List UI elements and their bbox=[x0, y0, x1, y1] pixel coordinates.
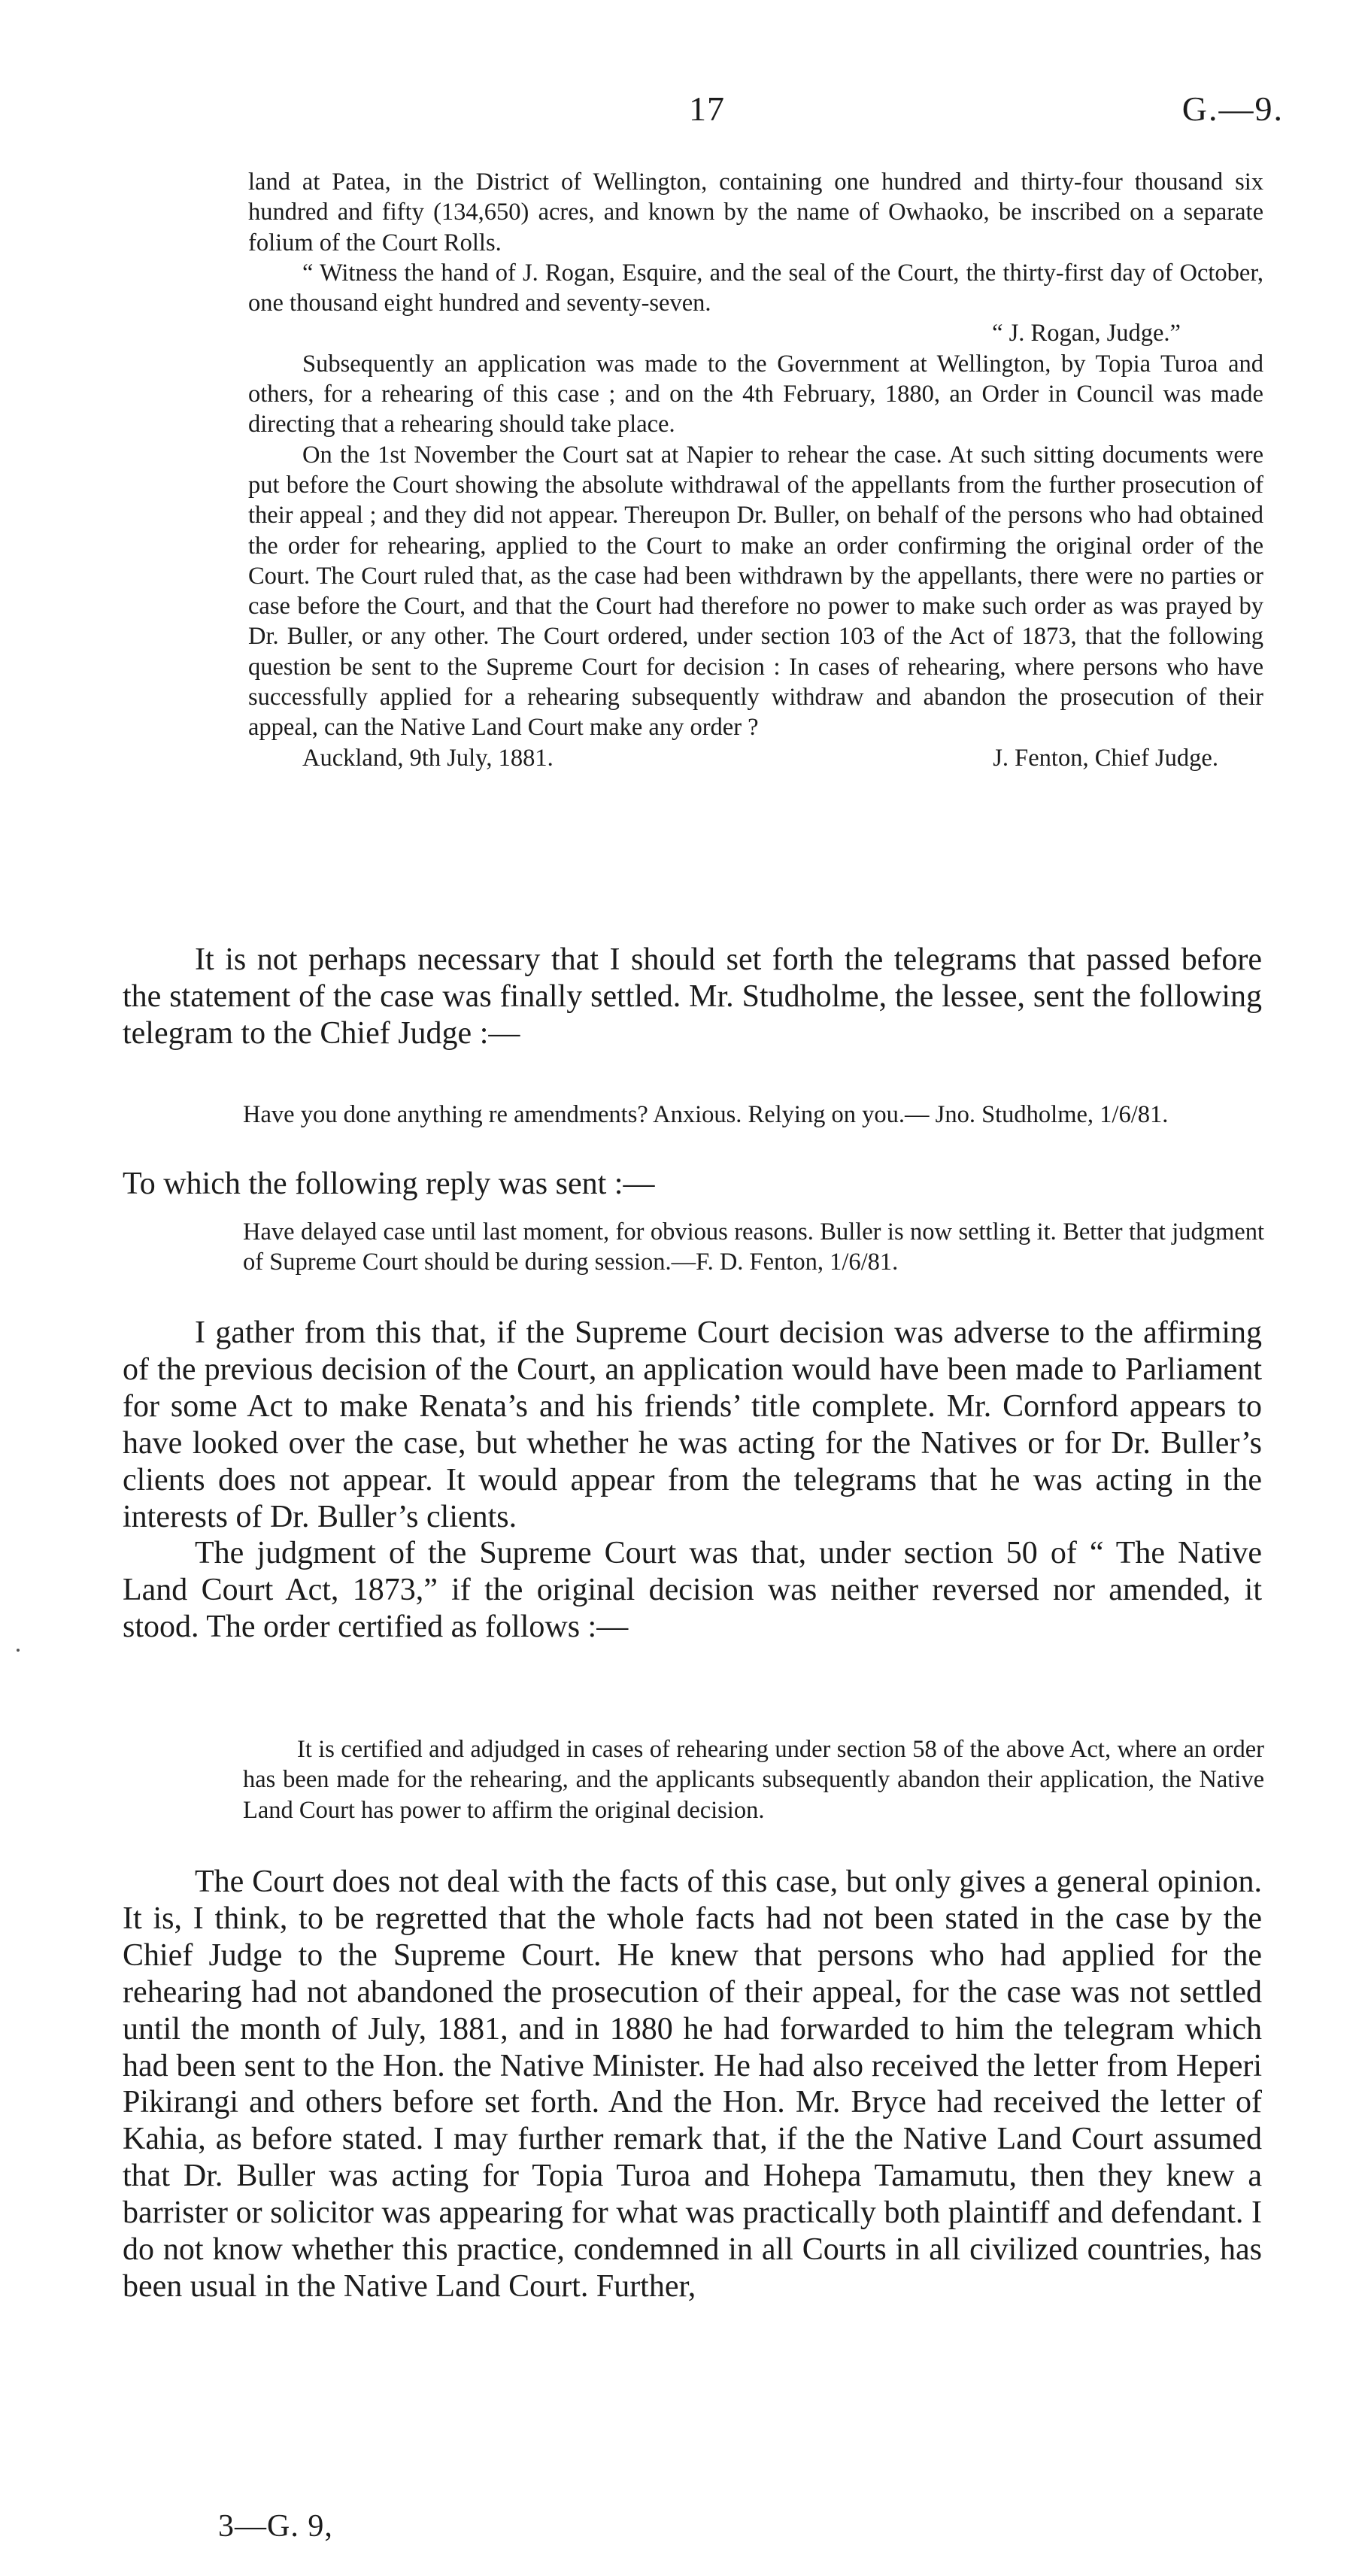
body-block-3 bbox=[123, 1315, 1262, 1646]
telegram-1-text: Have you done anything re amendments? Anxious. Relying on you.— Jno. Studholme, 1/6/81. bbox=[243, 1101, 1169, 1128]
statement-signature: “ J. Rogan, Judge.” bbox=[992, 320, 1181, 347]
body-paragraph-2: To which the following reply was sent :— bbox=[123, 1167, 655, 1201]
body-paragraph-1: It is not perhaps necessary that I should set forth the telegrams that passed before the statement of the case was finally settled. Mr. Studholme, the lessee, sent the following telegram to the Chief Judge :— bbox=[123, 942, 1262, 1051]
statement-paragraph-4: On the 1st November the Court sat at Napier to rehear the case. At such sitting documents were put before the Court showing the absolute withdrawal of the appellants from the further prosecution of their appeal ; and they did not appear. Thereupon Dr. Buller, on behalf of the persons who had obtained the order for rehearing, applied to the Court to make an order confirming the original order of the Court. The Court ruled that, as the case had been withdrawn by the appellants, there were no parties or case before the Court, and that the Court had therefore no power to make such order as was prayed by Dr. Buller, or any other. The Court ordered, under section 103 of the Act of 1873, that the following question be sent to the Supreme Court for decision : In cases of rehearing, where persons who have successfully applied for a rehearing subsequently withdraw and abandon the prosecution of their appeal, can the Native Land Court make any order ? bbox=[248, 441, 1263, 742]
body-paragraph-4: The judgment of the Supreme Court was that, under section 50 of “ The Native Land Court Act, 1873,” if the original decision was neither reversed nor amended, it stood. The order certified as follows :— bbox=[123, 1536, 1262, 1645]
body-paragraph-5: The Court does not deal with the facts of this case, but only gives a general opinion. It is, I think, to be regretted that the whole facts had not been stated in the case by the Chief Judge to the Supreme Court. He knew that persons who had applied for the rehearing had not abandoned the prosecution of their appeal, for the case was not settled until the month of July, 1881, and in 1880 he had forwarded to him the telegram which had been sent to the Hon. the Native Minister. He had also received the letter from Heperi Pikirangi and others before set forth. And the Hon. Mr. Bryce had received the letter of Kahia, as before stated. I may further remark that, if the the Native Land Court assumed that Dr. Buller was acting for Topia Turoa and Hohepa Tamamutu, then they knew a barrister or solicitor was appearing for what was practically both plaintiff and defendant. I do not know whether this practice, condemned in all Courts in all civilized countries, has been usual in the Native Land Court. Further, bbox=[123, 1864, 1262, 2304]
dateline-signatory: J. Fenton, Chief Judge. bbox=[993, 744, 1218, 772]
telegram-1 bbox=[243, 1100, 1264, 1130]
telegram-2 bbox=[243, 1217, 1264, 1278]
telegram-2-text: Have delayed case until last moment, for obvious reasons. Buller is now settling it. Better that judgment of Supreme Court should be during session.—F. D. Fenton, 1/6/81. bbox=[243, 1218, 1264, 1276]
statement-dateline bbox=[248, 743, 1263, 773]
body-block-1 bbox=[123, 942, 1262, 1052]
certified-order-block bbox=[243, 1734, 1264, 1825]
margin-dot bbox=[17, 1649, 20, 1652]
page-number: 17 bbox=[689, 90, 725, 128]
case-statement-block bbox=[248, 167, 1263, 773]
signature-mark: 3—G. 9, bbox=[218, 2509, 333, 2544]
statement-paragraph-2: “ Witness the hand of J. Rogan, Esquire, and the seal of the Court, the thirty-first day of October, one thousand eight hundred and seventy-seven. bbox=[248, 259, 1263, 317]
dateline-place-date: Auckland, 9th July, 1881. bbox=[302, 744, 554, 772]
body-block-4 bbox=[123, 1864, 1262, 2305]
statement-paragraph-1: land at Patea, in the District of Wellington, containing one hundred and thirty-four thousand six hundred and fifty (134,650) acres, and known by the name of Owhaoko, be inscribed on a separate folium of the Court Rolls. bbox=[248, 168, 1263, 256]
document-reference: G.—9. bbox=[1181, 90, 1284, 128]
body-block-2 bbox=[123, 1166, 1262, 1203]
statement-paragraph-3: Subsequently an application was made to the Government at Wellington, by Topia Turoa and others, for a rehearing of this case ; and on the 4th February, 1880, an Order in Council was made directing that a rehearing should take place. bbox=[248, 350, 1263, 438]
body-paragraph-3: I gather from this that, if the Supreme Court decision was adverse to the affirming of the previous decision of the Court, an application would have been made to Parliament for some Act to make Renata’s and his friends’ title complete. Mr. Cornford appears to have looked over the case, but whether he was acting for the Natives or for Dr. Buller’s clients does not appear. It would appear from the telegrams that he was acting in the interests of Dr. Buller’s clients. bbox=[123, 1315, 1262, 1534]
certified-order-text: It is certified and adjudged in cases of rehearing under section 58 of the above Act, where an order has been made for the rehearing, and the applicants subsequently abandon their application, the Native Land Court has power to affirm the original decision. bbox=[243, 1736, 1264, 1824]
